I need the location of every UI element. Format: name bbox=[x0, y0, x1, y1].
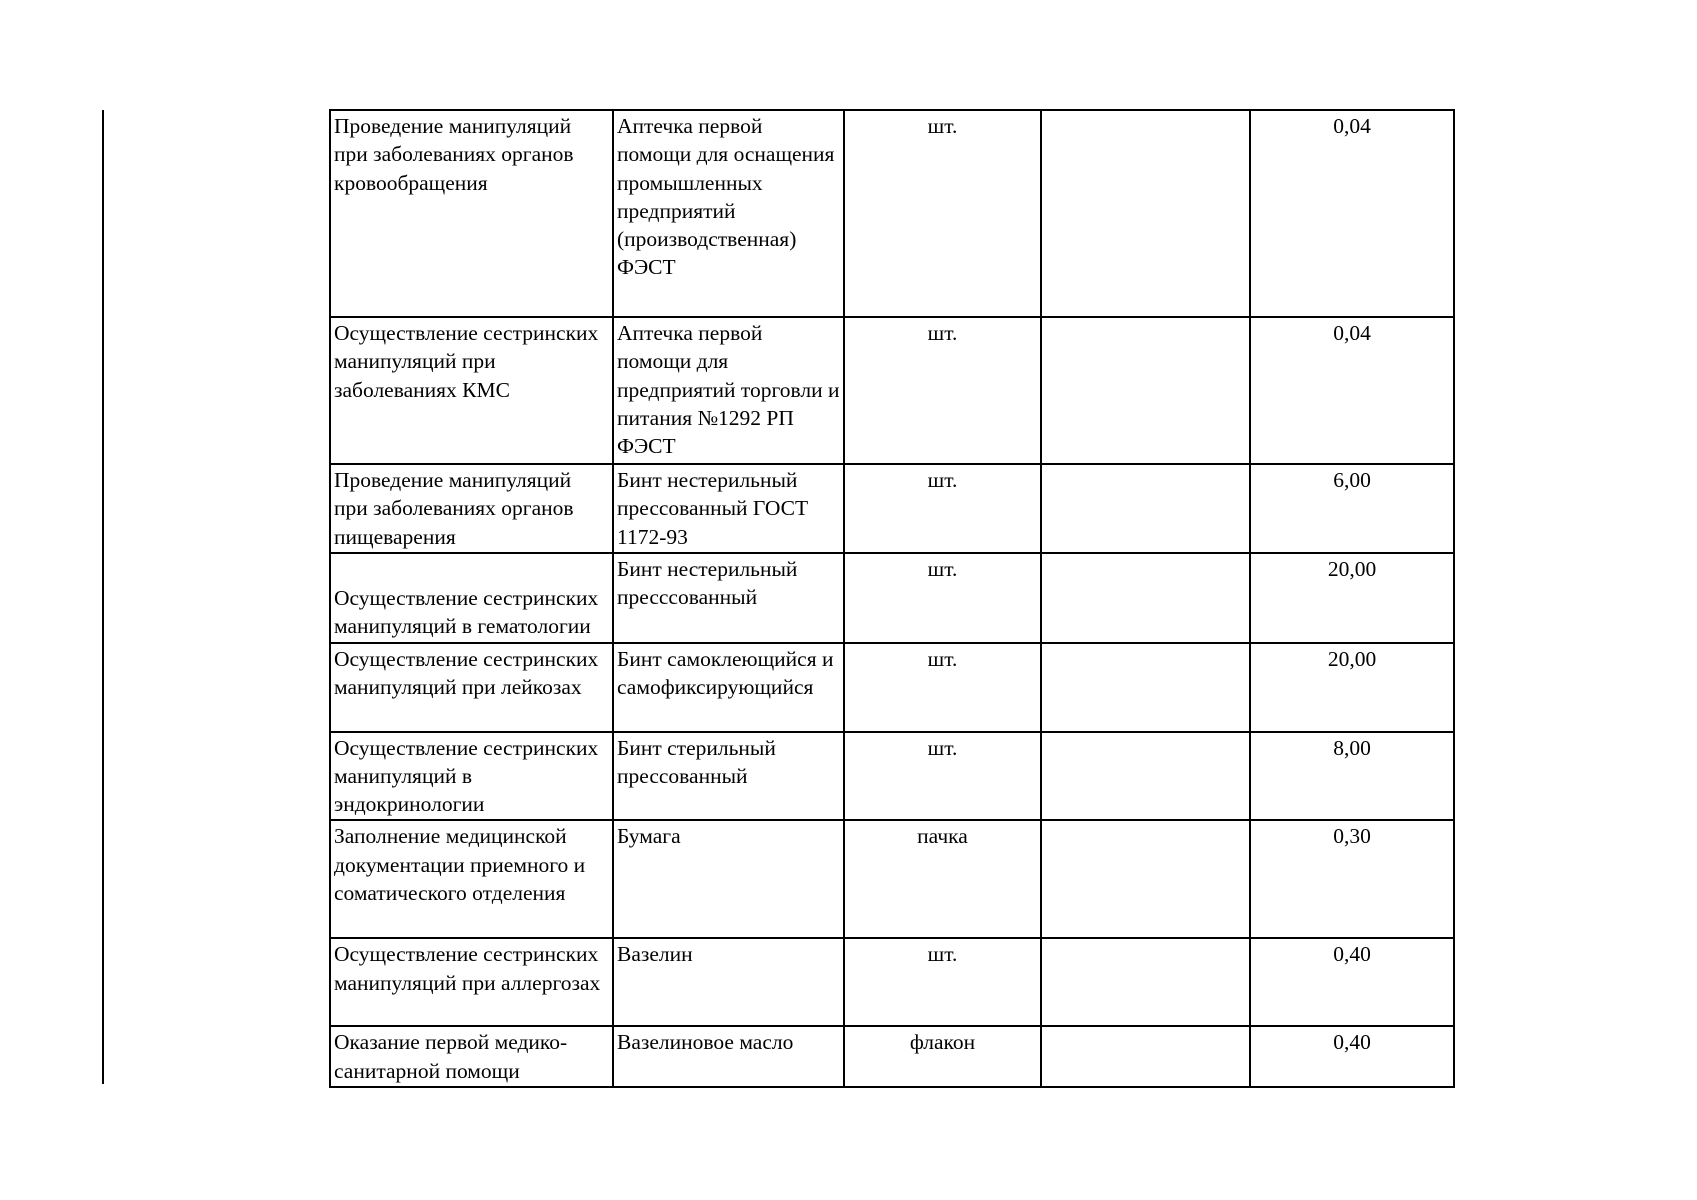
item-cell: Бумага bbox=[613, 820, 844, 938]
quantity-cell: 0,04 bbox=[1250, 110, 1454, 317]
item-cell: Аптечка первой помощи для предприятий торговли и питания №1292 РП ФЭСТ bbox=[613, 317, 844, 464]
item-cell: Вазелиновое масло bbox=[613, 1026, 844, 1087]
item-cell: Вазелин bbox=[613, 938, 844, 1026]
quantity-cell: 0,40 bbox=[1250, 1026, 1454, 1087]
empty-cell bbox=[1041, 938, 1250, 1026]
procedure-cell: Осуществление сестринских манипуляций в эндокринологии bbox=[330, 732, 613, 821]
unit-cell: шт. bbox=[844, 464, 1041, 553]
procedure-cell: Осуществление сестринских манипуляций в гематологии bbox=[330, 553, 613, 643]
table-row bbox=[330, 643, 1454, 732]
procedure-cell: Осуществление сестринских манипуляций при аллергозах bbox=[330, 938, 613, 1026]
empty-cell bbox=[1041, 643, 1250, 732]
table-row bbox=[330, 464, 1454, 553]
unit-cell: шт. bbox=[844, 643, 1041, 732]
quantity-cell: 8,00 bbox=[1250, 732, 1454, 821]
table-row bbox=[330, 820, 1454, 938]
table-row bbox=[330, 553, 1454, 643]
table-row bbox=[330, 1026, 1454, 1087]
procedure-cell: Осуществление сестринских манипуляций при лейкозах bbox=[330, 643, 613, 732]
table-row bbox=[330, 938, 1454, 1026]
procedure-cell: Заполнение медицинской документации приемного и соматического отделения bbox=[330, 820, 613, 938]
unit-cell: шт. bbox=[844, 553, 1041, 643]
procedure-cell: Проведение манипуляций при заболеваниях органов пищеварения bbox=[330, 464, 613, 553]
unit-cell: шт. bbox=[844, 317, 1041, 464]
quantity-cell: 6,00 bbox=[1250, 464, 1454, 553]
procedure-cell: Осуществление сестринских манипуляций при заболеваниях КМС bbox=[330, 317, 613, 464]
quantity-cell: 0,30 bbox=[1250, 820, 1454, 938]
item-cell: Аптечка первой помощи для оснащения промышленных предприятий (производственная) ФЭСТ bbox=[613, 110, 844, 317]
quantity-cell: 0,04 bbox=[1250, 317, 1454, 464]
unit-cell: шт. bbox=[844, 110, 1041, 317]
table-row bbox=[330, 732, 1454, 821]
empty-cell bbox=[1041, 820, 1250, 938]
materials-table bbox=[329, 109, 1455, 1088]
empty-cell bbox=[1041, 110, 1250, 317]
item-cell: Бинт самоклеющийся и самофиксирующийся bbox=[613, 643, 844, 732]
empty-cell bbox=[1041, 317, 1250, 464]
unit-cell: флакон bbox=[844, 1026, 1041, 1087]
quantity-cell: 20,00 bbox=[1250, 643, 1454, 732]
empty-cell bbox=[1041, 464, 1250, 553]
procedure-cell: Оказание первой медико-санитарной помощи bbox=[330, 1026, 613, 1087]
table-row bbox=[330, 317, 1454, 464]
unit-cell: пачка bbox=[844, 820, 1041, 938]
item-cell: Бинт стерильный прессованный bbox=[613, 732, 844, 821]
quantity-cell: 0,40 bbox=[1250, 938, 1454, 1026]
procedure-cell: Проведение манипуляций при заболеваниях органов кровообращения bbox=[330, 110, 613, 317]
item-cell: Бинт нестерильный прессованный ГОСТ 1172-93 bbox=[613, 464, 844, 553]
empty-cell bbox=[1041, 553, 1250, 643]
quantity-cell: 20,00 bbox=[1250, 553, 1454, 643]
margin-rule bbox=[102, 110, 104, 1084]
empty-cell bbox=[1041, 1026, 1250, 1087]
item-cell: Бинт нестерильный пресссованный bbox=[613, 553, 844, 643]
table-row bbox=[330, 110, 1454, 317]
unit-cell: шт. bbox=[844, 938, 1041, 1026]
unit-cell: шт. bbox=[844, 732, 1041, 821]
empty-cell bbox=[1041, 732, 1250, 821]
